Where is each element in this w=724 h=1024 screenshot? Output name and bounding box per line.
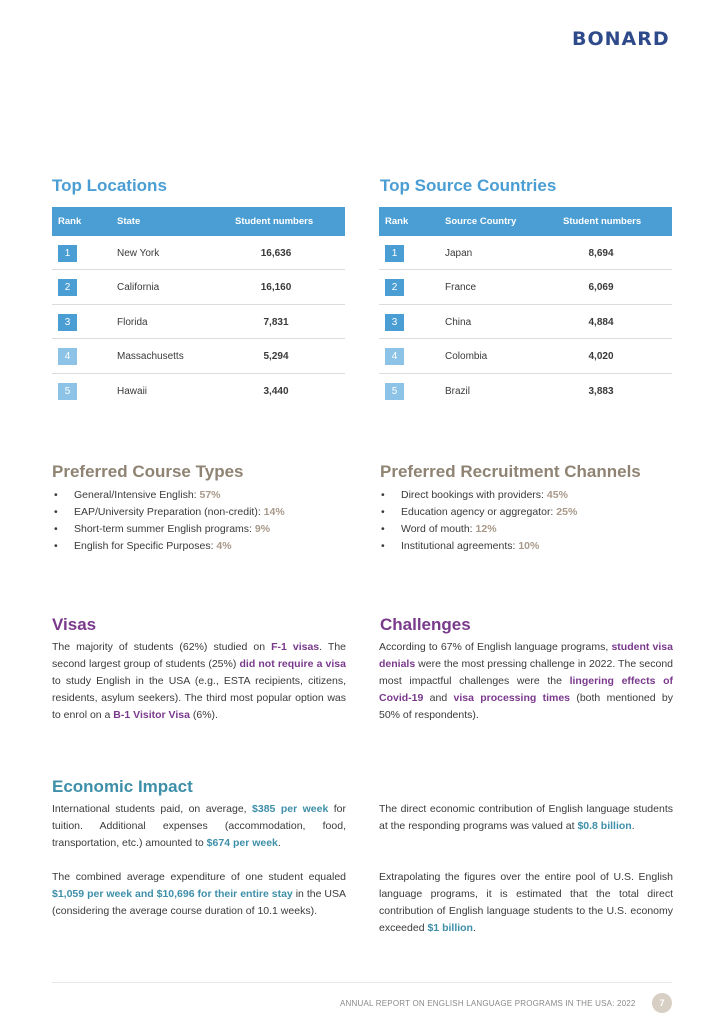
- rank-badge: 2: [385, 279, 404, 296]
- list-item: • General/Intensive English: 57%: [52, 489, 285, 506]
- table-row: [52, 305, 345, 339]
- list-item: • Word of mouth: 12%: [379, 523, 577, 540]
- rank-badge: 1: [58, 245, 77, 262]
- country-name: Colombia: [445, 351, 488, 363]
- table-row: [52, 374, 345, 408]
- economic-paragraph-2: The combined average expenditure of one student equaled $1,059 per week and $10,696 for their entire stay in the USA (considering the average course duration of 10.1 weeks).: [52, 871, 346, 917]
- table-header: [379, 207, 672, 236]
- footer-text: ANNUAL REPORT ON ENGLISH LANGUAGE PROGRAMS IN THE USA: 2022: [340, 999, 636, 1008]
- col-rank: Rank: [58, 216, 82, 227]
- rank-badge: 1: [385, 245, 404, 262]
- footer-divider: [52, 982, 672, 983]
- state-name: California: [117, 282, 160, 294]
- top-sources-table: [379, 207, 672, 408]
- col-student-numbers: Student numbers: [235, 216, 314, 227]
- student-number: 4,020: [588, 351, 614, 363]
- rank-badge: 4: [385, 348, 404, 365]
- state-name: Florida: [117, 316, 148, 328]
- list-item: • Education agency or aggregator: 25%: [379, 506, 577, 523]
- state-name: New York: [117, 248, 160, 259]
- country-name: China: [445, 316, 472, 328]
- table-row: [379, 236, 672, 270]
- rank-badge: 5: [58, 383, 77, 400]
- page-number: 7: [652, 993, 672, 1013]
- table-row: [52, 339, 345, 373]
- top-locations-title: Top Locations: [52, 176, 167, 195]
- col-rank: Rank: [385, 216, 409, 227]
- col-source-country: Source Country: [445, 216, 517, 227]
- student-number: 4,884: [588, 316, 614, 328]
- list-item: • English for Specific Purposes: 4%: [52, 540, 285, 557]
- economic-paragraph-1: International students paid, on average, $385 per week for tuition. Additional expenses (accommodation, food, transportation, etc.) amounted to $674 per week.: [52, 803, 347, 849]
- list-item: • Direct bookings with providers: 45%: [379, 489, 577, 506]
- rank-badge: 2: [58, 279, 77, 296]
- country-name: Japan: [445, 248, 473, 259]
- student-number: 7,831: [263, 316, 289, 328]
- economic-paragraph-4: Extrapolating the figures over the entire pool of U.S. English language programs, it is estimated that the total direct contribution of English language students to the U.S. economy exceeded $1 billion.: [379, 871, 673, 934]
- economic-paragraph-3: The direct economic contribution of English language students at the responding programs was valued at $0.8 billion.: [379, 803, 673, 832]
- table-row: [379, 305, 672, 339]
- challenges-title: Challenges: [380, 615, 471, 634]
- country-name: France: [445, 282, 477, 294]
- rank-badge: 3: [385, 314, 404, 331]
- student-number: 8,694: [588, 248, 614, 259]
- student-number: 6,069: [588, 282, 614, 294]
- table-row: [379, 270, 672, 304]
- top-locations-table: [52, 207, 345, 408]
- course-types-list: [52, 489, 285, 557]
- student-number: 5,294: [263, 351, 289, 363]
- brand-logo: BONARD: [572, 28, 670, 50]
- student-number: 16,160: [260, 282, 292, 294]
- rank-badge: 5: [385, 383, 404, 400]
- list-item: • Institutional agreements: 10%: [379, 540, 577, 557]
- table-row: [52, 236, 345, 270]
- visas-title: Visas: [52, 615, 97, 634]
- student-number: 3,440: [263, 385, 289, 397]
- table-header: [52, 207, 345, 236]
- recruitment-title: Preferred Recruitment Channels: [380, 462, 641, 481]
- student-number: 3,883: [588, 385, 614, 397]
- course-types-title: Preferred Course Types: [52, 462, 244, 481]
- list-item: • Short-term summer English programs: 9%: [52, 523, 285, 540]
- table-row: [52, 270, 345, 304]
- col-state: State: [117, 216, 141, 227]
- state-name: Massachusetts: [117, 351, 184, 363]
- table-row: [379, 339, 672, 373]
- list-item: • EAP/University Preparation (non-credit): 14%: [52, 506, 285, 523]
- country-name: Brazil: [445, 385, 471, 397]
- rank-badge: 3: [58, 314, 77, 331]
- table-row: [379, 374, 672, 408]
- col-student-numbers: Student numbers: [563, 216, 642, 227]
- recruitment-list: [379, 489, 577, 557]
- student-number: 16,636: [260, 248, 292, 259]
- economic-impact-title: Economic Impact: [52, 777, 193, 796]
- challenges-paragraph: According to 67% of English language programs, student visa denials were the most pressing challenge in 2022. The second most impactful challenges were the lingering effects of Covid-19 and visa processing times (both mentioned by 50% of respondents).: [379, 641, 674, 721]
- rank-badge: 4: [58, 348, 77, 365]
- visas-paragraph: The majority of students (62%) studied on F-1 visas. The second largest group of students (25%) did not require a visa to study English in the USA (e.g., ESTA recipients, citizens, residents, asylum seekers). The third most popular option was to enrol on a B-1 Visitor Visa (6%).: [52, 641, 346, 721]
- top-sources-title: Top Source Countries: [380, 176, 557, 195]
- state-name: Hawaii: [117, 385, 148, 397]
